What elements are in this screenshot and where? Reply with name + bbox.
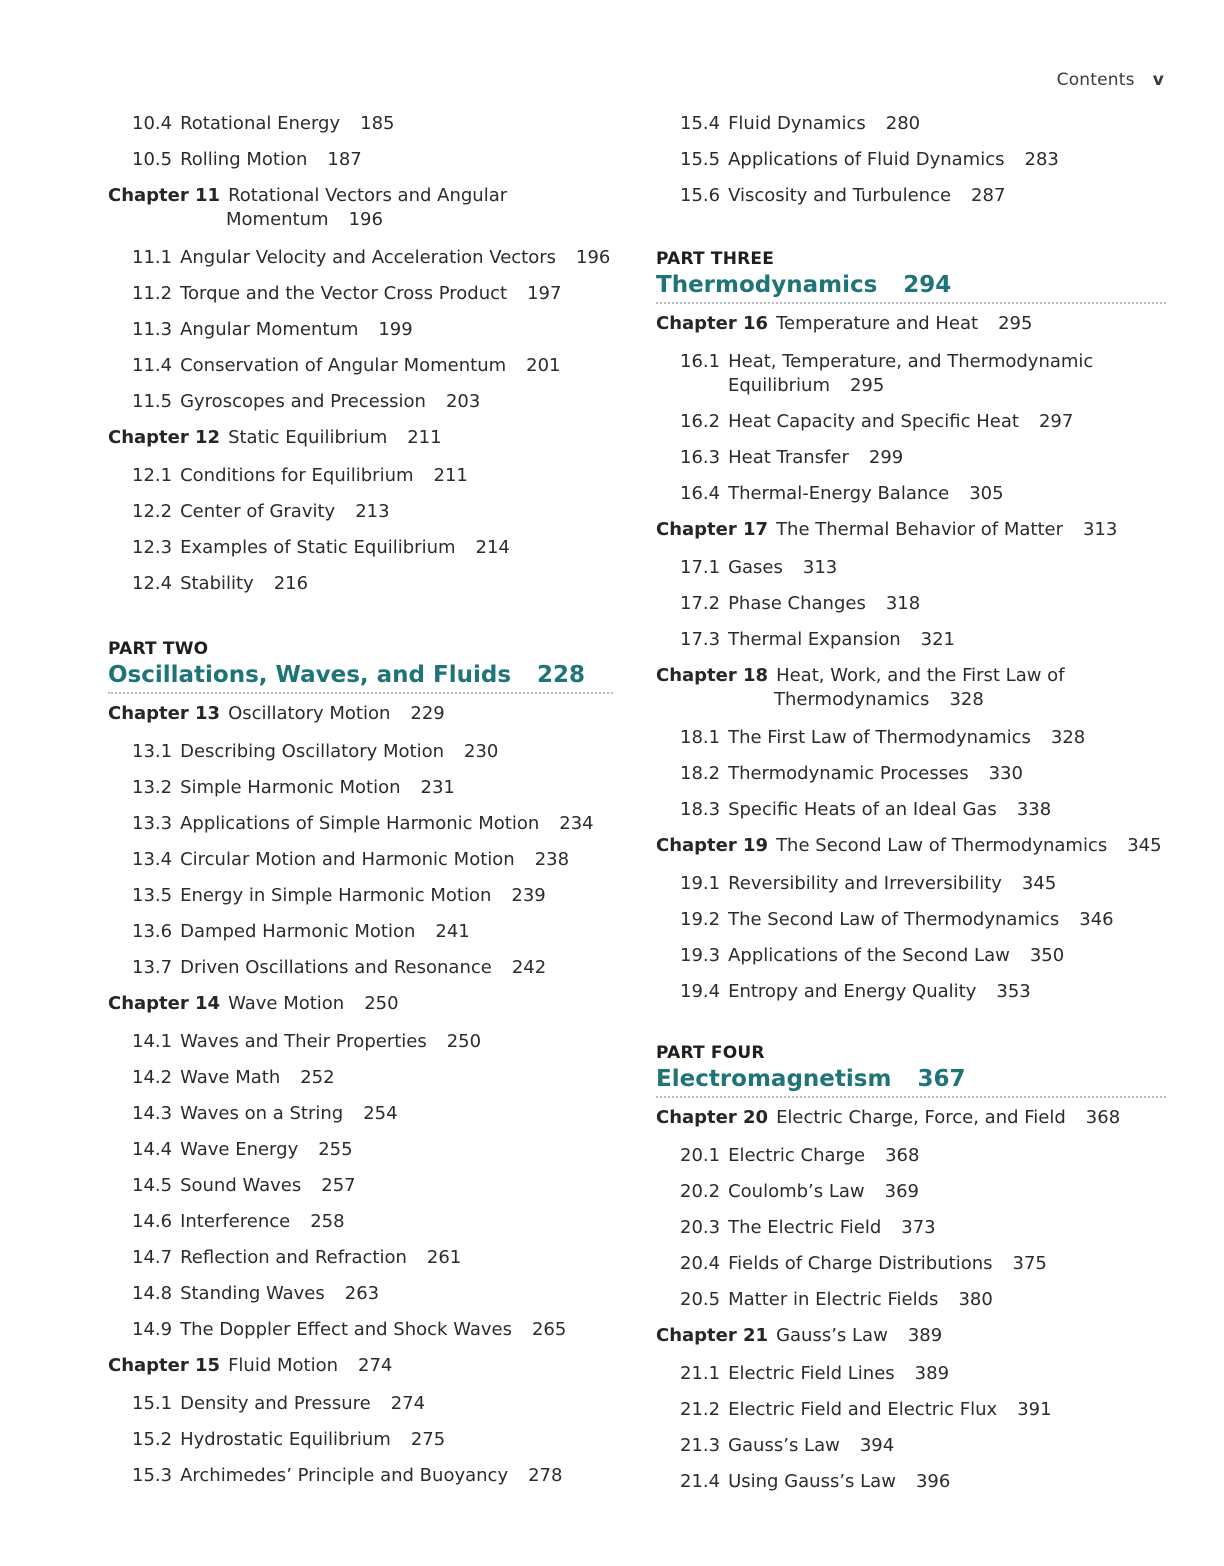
toc-section-entry[interactable] (656, 1252, 1166, 1288)
entry-page: 252 (300, 1067, 335, 1088)
entry-page: 255 (318, 1139, 353, 1160)
entry-title: Applications of Fluid Dynamics (728, 149, 1005, 170)
entry-page: 230 (464, 741, 499, 762)
section-number: 21.4 (680, 1471, 721, 1492)
entry-page: 231 (420, 777, 455, 798)
part-label: PART FOUR (656, 1043, 765, 1063)
entry-title: Conditions for Equilibrium (180, 465, 414, 486)
section-number: 10.4 (132, 113, 173, 134)
section-number: 15.3 (132, 1465, 173, 1486)
part-page: 367 (917, 1066, 966, 1092)
toc-section-entry[interactable] (108, 1174, 613, 1210)
toc-section-entry[interactable] (108, 1030, 613, 1066)
entry-page: 375 (1012, 1253, 1047, 1274)
section-number: 14.7 (132, 1247, 173, 1268)
toc-section-entry[interactable] (656, 350, 1166, 410)
entry-title: Stability (180, 573, 254, 594)
entry-page: 242 (511, 957, 547, 978)
toc-section-entry[interactable] (108, 390, 613, 426)
section-number: 15.4 (680, 113, 721, 134)
entry-title: Heat, Work, and the First Law of (776, 665, 1065, 686)
section-number: 21.1 (680, 1363, 721, 1384)
entry-page: 274 (358, 1355, 393, 1376)
entry-page: 346 (1079, 909, 1114, 930)
toc-section-entry[interactable] (108, 148, 613, 184)
entry-page: 278 (528, 1465, 563, 1486)
entry-page: 197 (527, 283, 562, 304)
entry-page: 265 (531, 1319, 567, 1340)
entry-title: Viscosity and Turbulence (728, 185, 952, 206)
entry-title: Conservation of Angular Momentum (180, 355, 507, 376)
toc-chapter-entry[interactable] (656, 1106, 1166, 1144)
part-title-text: Electromagnetism (656, 1066, 892, 1092)
entry-title: Torque and the Vector Cross Product (180, 283, 508, 304)
section-number: 13.1 (132, 741, 173, 762)
entry-title: Standing Waves (180, 1283, 325, 1304)
section-number: 21.3 (680, 1435, 721, 1456)
toc-section-entry[interactable] (108, 1102, 613, 1138)
toc-entries (108, 112, 613, 608)
part-label: PART TWO (108, 639, 209, 659)
entry-page: 263 (344, 1283, 380, 1304)
toc-section-entry[interactable] (108, 920, 613, 956)
toc-chapter-entry[interactable] (656, 1324, 1166, 1362)
chapter-label: Chapter 19 (656, 835, 769, 856)
page-number: v (1152, 70, 1164, 90)
toc-section-entry[interactable] (108, 282, 613, 318)
part-title[interactable] (656, 1064, 1166, 1098)
entry-title: Damped Harmonic Motion (180, 921, 416, 942)
entry-title: Interference (180, 1211, 291, 1232)
entry-title: Specific Heats of an Ideal Gas (728, 799, 997, 820)
toc-section-entry[interactable] (108, 848, 613, 884)
entry-title: Phase Changes (728, 593, 866, 614)
entry-title: Waves on a String (180, 1103, 344, 1124)
entry-page: 213 (355, 501, 390, 522)
part-title-text: Thermodynamics (656, 272, 878, 298)
toc-section-entry[interactable] (108, 1464, 613, 1500)
toc-section-entry[interactable] (656, 184, 1166, 220)
entry-title: Describing Oscillatory Motion (180, 741, 445, 762)
chapter-label: Chapter 14 (108, 993, 221, 1014)
entry-title: Rotational Energy (180, 113, 341, 134)
entry-title-continued: Thermodynamics (774, 689, 930, 710)
entry-title: Fluid Motion (228, 1355, 338, 1376)
toc-section-entry[interactable] (656, 1288, 1166, 1324)
entry-title: Circular Motion and Harmonic Motion (180, 849, 515, 870)
entry-page: 241 (435, 921, 470, 942)
entry-page: 328 (1050, 727, 1086, 748)
entry-page: 187 (327, 149, 362, 170)
entry-title: Gauss’s Law (776, 1325, 888, 1346)
entry-title: Gases (728, 557, 783, 578)
section-number: 15.5 (680, 149, 721, 170)
part-title-text: Oscillations, Waves, and Fluids (108, 662, 512, 688)
toc-section-entry[interactable] (108, 1318, 613, 1354)
entry-page: 396 (915, 1471, 951, 1492)
entry-title: Thermal-Energy Balance (728, 483, 950, 504)
entry-page: 239 (511, 885, 546, 906)
entry-title: Rolling Motion (180, 149, 308, 170)
section-number: 18.3 (680, 799, 721, 820)
section-number: 14.8 (132, 1283, 173, 1304)
entry-title: Hydrostatic Equilibrium (180, 1429, 391, 1450)
running-head-label: Contents (1056, 70, 1135, 90)
toc-section-entry[interactable] (656, 872, 1166, 908)
entry-page: 369 (884, 1181, 920, 1202)
entry-page: 250 (446, 1031, 482, 1052)
entry-page: 238 (534, 849, 570, 870)
section-number: 13.6 (132, 921, 173, 942)
section-number: 12.3 (132, 537, 173, 558)
entry-title: Reflection and Refraction (180, 1247, 407, 1268)
entry-title: Driven Oscillations and Resonance (180, 957, 492, 978)
section-number: 19.3 (680, 945, 721, 966)
entry-title: Electric Field Lines (728, 1363, 895, 1384)
entry-title: Coulomb’s Law (728, 1181, 865, 1202)
entry-page: 389 (907, 1325, 943, 1346)
section-number: 12.2 (132, 501, 173, 522)
entry-page: 353 (996, 981, 1031, 1002)
toc-chapter-entry[interactable] (108, 992, 613, 1030)
section-number: 21.2 (680, 1399, 721, 1420)
toc-section-entry[interactable] (108, 884, 613, 920)
toc-section-entry[interactable] (108, 740, 613, 776)
entry-title: The Doppler Effect and Shock Waves (180, 1319, 512, 1340)
entry-title: Wave Math (180, 1067, 281, 1088)
toc-section-entry[interactable] (656, 446, 1166, 482)
entry-title: Gyroscopes and Precession (180, 391, 426, 412)
toc-section-entry[interactable] (656, 1470, 1166, 1506)
entry-title: Electric Charge (728, 1145, 866, 1166)
entry-page: 297 (1038, 411, 1074, 432)
entry-page: 214 (475, 537, 510, 558)
toc-chapter-entry[interactable] (656, 834, 1166, 872)
entry-page: 350 (1029, 945, 1065, 966)
entry-title: Oscillatory Motion (228, 703, 391, 724)
toc-column-left (108, 112, 613, 1500)
toc-entries (656, 112, 1166, 220)
section-number: 20.2 (680, 1181, 721, 1202)
section-number: 17.2 (680, 593, 721, 614)
toc-section-entry[interactable] (656, 908, 1166, 944)
entry-page: 391 (1017, 1399, 1052, 1420)
section-number: 11.1 (132, 247, 173, 268)
entry-title-continued: Momentum (226, 209, 329, 230)
entry-page: 321 (920, 629, 955, 650)
toc-chapter-entry[interactable] (108, 184, 613, 246)
entry-page: 211 (407, 427, 442, 448)
section-number: 13.4 (132, 849, 173, 870)
entry-title: Reversibility and Irreversibility (728, 873, 1002, 894)
toc-section-entry[interactable] (656, 980, 1166, 1016)
entry-page: 258 (310, 1211, 345, 1232)
toc-section-entry[interactable] (656, 592, 1166, 628)
entry-title: Examples of Static Equilibrium (180, 537, 456, 558)
toc-section-entry[interactable] (108, 112, 613, 148)
entry-title: Fluid Dynamics (728, 113, 866, 134)
entry-title: Angular Momentum (180, 319, 359, 340)
chapter-label: Chapter 11 (108, 185, 221, 206)
part-title[interactable] (656, 270, 1166, 304)
section-number: 16.3 (680, 447, 721, 468)
entry-title: Wave Energy (180, 1139, 299, 1160)
toc-section-entry[interactable] (108, 1392, 613, 1428)
chapter-label: Chapter 20 (656, 1107, 769, 1128)
section-number: 14.2 (132, 1067, 173, 1088)
entry-page: 229 (410, 703, 445, 724)
section-number: 10.5 (132, 149, 173, 170)
toc-chapter-entry[interactable] (108, 702, 613, 740)
toc-section-entry[interactable] (108, 1138, 613, 1174)
entry-title: Waves and Their Properties (180, 1031, 427, 1052)
toc-section-entry[interactable] (656, 1434, 1166, 1470)
toc-entries (656, 1106, 1166, 1506)
entry-title: Applications of the Second Law (728, 945, 1010, 966)
section-number: 16.2 (680, 411, 721, 432)
entry-page: 368 (885, 1145, 920, 1166)
entry-page: 287 (971, 185, 1006, 206)
toc-section-entry[interactable] (108, 1282, 613, 1318)
section-number: 19.4 (680, 981, 721, 1002)
chapter-label: Chapter 13 (108, 703, 221, 724)
entry-page: 313 (1082, 519, 1118, 540)
toc-section-entry[interactable] (656, 1362, 1166, 1398)
toc-section-entry[interactable] (108, 464, 613, 500)
entry-page: 380 (958, 1289, 993, 1310)
entry-page: 185 (360, 113, 395, 134)
toc-section-entry[interactable] (656, 482, 1166, 518)
entry-title: Static Equilibrium (228, 427, 388, 448)
continuation-line (108, 208, 613, 232)
entry-page: 313 (802, 557, 838, 578)
running-head (1057, 70, 1164, 90)
entry-page: 234 (559, 813, 594, 834)
continuation-line (656, 688, 1166, 712)
entry-title: Wave Motion (228, 993, 345, 1014)
entry-title: Center of Gravity (180, 501, 336, 522)
entry-page: 216 (273, 573, 309, 594)
section-number: 15.1 (132, 1393, 173, 1414)
entry-title: Archimedes’ Principle and Buoyancy (180, 1465, 509, 1486)
section-number: 13.5 (132, 885, 173, 906)
toc-section-entry[interactable] (656, 944, 1166, 980)
toc-section-entry[interactable] (108, 1066, 613, 1102)
entry-title: Thermodynamic Processes (728, 763, 969, 784)
entry-page: 211 (433, 465, 468, 486)
entry-title: The Thermal Behavior of Matter (776, 519, 1063, 540)
entry-title: The First Law of Thermodynamics (728, 727, 1031, 748)
toc-section-entry[interactable] (108, 1428, 613, 1464)
entry-page: 274 (390, 1393, 426, 1414)
chapter-label: Chapter 17 (656, 519, 769, 540)
section-number: 16.1 (680, 351, 721, 372)
section-number: 20.5 (680, 1289, 721, 1310)
toc-section-entry[interactable] (656, 1144, 1166, 1180)
entry-page: 330 (988, 763, 1023, 784)
chapter-label: Chapter 12 (108, 427, 221, 448)
entry-title: Applications of Simple Harmonic Motion (180, 813, 540, 834)
toc-section-entry[interactable] (108, 500, 613, 536)
toc-chapter-entry[interactable] (656, 518, 1166, 556)
toc-section-entry[interactable] (108, 776, 613, 812)
entry-title: The Second Law of Thermodynamics (776, 835, 1108, 856)
entry-title: Energy in Simple Harmonic Motion (180, 885, 492, 906)
entry-page: 250 (364, 993, 399, 1014)
entry-title: Simple Harmonic Motion (180, 777, 401, 798)
entry-title: Rotational Vectors and Angular (228, 185, 508, 206)
section-number: 20.4 (680, 1253, 721, 1274)
toc-section-entry[interactable] (656, 798, 1166, 834)
section-number: 13.7 (132, 957, 173, 978)
toc-entries (656, 312, 1166, 1016)
entry-page: 338 (1016, 799, 1052, 820)
toc-chapter-entry[interactable] (108, 1354, 613, 1392)
section-number: 11.4 (132, 355, 173, 376)
toc-section-entry[interactable] (656, 1180, 1166, 1216)
chapter-label: Chapter 16 (656, 313, 769, 334)
toc-section-entry[interactable] (656, 148, 1166, 184)
toc-section-entry[interactable] (656, 1398, 1166, 1434)
entry-title: Temperature and Heat (776, 313, 979, 334)
entry-page: 201 (526, 355, 561, 376)
section-number: 16.4 (680, 483, 721, 504)
continuation-line (680, 374, 1166, 398)
toc-section-entry[interactable] (108, 354, 613, 390)
section-number: 17.3 (680, 629, 721, 650)
toc-section-entry[interactable] (108, 572, 613, 608)
toc-section-entry[interactable] (108, 1246, 613, 1282)
part-page: 294 (903, 272, 952, 298)
entry-page: 196 (348, 209, 383, 230)
toc-section-entry[interactable] (656, 1216, 1166, 1252)
entry-page: 345 (1021, 873, 1057, 894)
entry-title: Density and Pressure (180, 1393, 371, 1414)
entry-title: Electric Charge, Force, and Field (776, 1107, 1066, 1128)
entry-page: 389 (914, 1363, 950, 1384)
toc-section-entry[interactable] (108, 536, 613, 572)
toc-section-entry[interactable] (108, 246, 613, 282)
entry-page: 203 (445, 391, 481, 412)
entry-page: 305 (969, 483, 1004, 504)
entry-title: Fields of Charge Distributions (728, 1253, 993, 1274)
entry-page: 299 (868, 447, 904, 468)
part-block (656, 248, 1166, 1016)
section-number: 14.5 (132, 1175, 173, 1196)
toc-section-entry[interactable] (656, 628, 1166, 664)
section-number: 15.6 (680, 185, 721, 206)
entry-title: The Second Law of Thermodynamics (728, 909, 1060, 930)
toc-section-entry[interactable] (108, 318, 613, 354)
entry-page: 199 (378, 319, 413, 340)
section-number: 14.6 (132, 1211, 173, 1232)
section-number: 11.3 (132, 319, 173, 340)
section-number: 11.5 (132, 391, 173, 412)
section-number: 15.2 (132, 1429, 173, 1450)
chapter-label: Chapter 18 (656, 665, 769, 686)
entry-page: 318 (885, 593, 921, 614)
section-number: 14.3 (132, 1103, 173, 1124)
section-number: 12.1 (132, 465, 173, 486)
entry-page: 196 (576, 247, 611, 268)
section-number: 13.3 (132, 813, 173, 834)
entry-title: Heat Capacity and Specific Heat (728, 411, 1019, 432)
part-block (108, 638, 613, 1500)
toc-section-entry[interactable] (108, 1210, 613, 1246)
toc-chapter-entry[interactable] (108, 426, 613, 464)
section-number: 18.2 (680, 763, 721, 784)
chapter-label: Chapter 15 (108, 1355, 221, 1376)
entry-page: 295 (849, 375, 885, 396)
entry-page: 257 (321, 1175, 356, 1196)
entry-title: Heat Transfer (728, 447, 849, 468)
section-number: 18.1 (680, 727, 721, 748)
part-title[interactable] (108, 660, 613, 694)
toc-chapter-entry[interactable] (656, 312, 1166, 350)
entry-page: 254 (363, 1103, 398, 1124)
entry-title: Thermal Expansion (728, 629, 901, 650)
toc-chapter-entry[interactable] (656, 664, 1166, 726)
part-block (656, 1042, 1166, 1506)
entry-title-continued: Equilibrium (728, 375, 830, 396)
entry-page: 328 (949, 689, 984, 710)
entry-title: Matter in Electric Fields (728, 1289, 939, 1310)
entry-title: Using Gauss’s Law (728, 1471, 896, 1492)
entry-title: Sound Waves (180, 1175, 302, 1196)
entry-page: 295 (998, 313, 1033, 334)
section-number: 12.4 (132, 573, 173, 594)
toc-column-right (656, 112, 1166, 1506)
toc-section-entry[interactable] (656, 556, 1166, 592)
section-number: 20.3 (680, 1217, 721, 1238)
entry-page: 394 (859, 1435, 895, 1456)
toc-section-entry[interactable] (108, 812, 613, 848)
entry-title: Angular Velocity and Acceleration Vectors (180, 247, 557, 268)
toc-section-entry[interactable] (656, 112, 1166, 148)
toc-section-entry[interactable] (656, 726, 1166, 762)
section-number: 13.2 (132, 777, 173, 798)
entry-page: 261 (426, 1247, 462, 1268)
section-number: 20.1 (680, 1145, 721, 1166)
section-number: 19.1 (680, 873, 721, 894)
toc-entries (108, 702, 613, 1500)
entry-title: Heat, Temperature, and Thermodynamic (728, 351, 1094, 372)
entry-title: Entropy and Energy Quality (728, 981, 977, 1002)
entry-page: 373 (901, 1217, 936, 1238)
entry-page: 345 (1127, 835, 1162, 856)
section-number: 14.9 (132, 1319, 173, 1340)
toc-section-entry[interactable] (656, 762, 1166, 798)
part-page: 228 (537, 662, 586, 688)
toc-section-entry[interactable] (108, 956, 613, 992)
entry-page: 275 (410, 1429, 446, 1450)
chapter-label: Chapter 21 (656, 1325, 769, 1346)
toc-section-entry[interactable] (656, 410, 1166, 446)
entry-title: Electric Field and Electric Flux (728, 1399, 998, 1420)
entry-title: Gauss’s Law (728, 1435, 840, 1456)
section-number: 14.4 (132, 1139, 173, 1160)
entry-page: 368 (1085, 1107, 1121, 1128)
entry-title: The Electric Field (728, 1217, 882, 1238)
entry-page: 283 (1024, 149, 1059, 170)
entry-page: 280 (885, 113, 921, 134)
section-number: 11.2 (132, 283, 173, 304)
section-number: 14.1 (132, 1031, 173, 1052)
section-number: 19.2 (680, 909, 721, 930)
section-number: 17.1 (680, 557, 721, 578)
part-label: PART THREE (656, 249, 775, 269)
